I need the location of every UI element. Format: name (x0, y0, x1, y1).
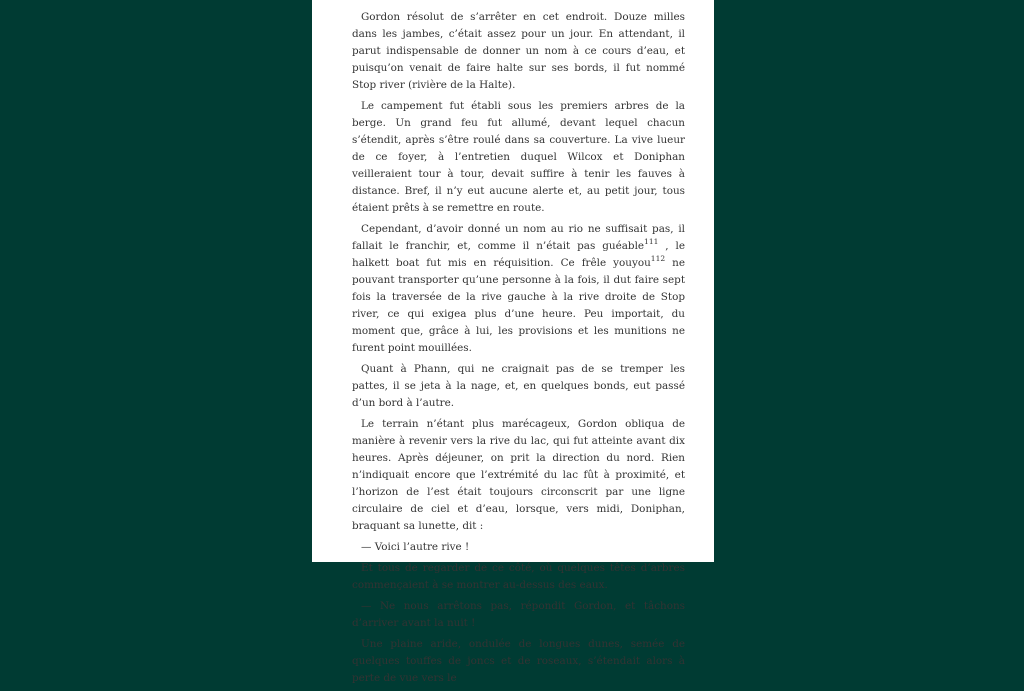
footnote-marker[interactable]: 112 (650, 254, 666, 263)
paragraph-text: ne pouvant transporter qu’une personne à la fois, il dut faire sept fois la traversée de la rive gauche à la rive droite de Stop river, ce qui exigea plus d’une heure. Peu importait, du moment que, grâce à lui, les provisions et les munitions ne furent point mouillées. (352, 257, 685, 354)
paragraph (352, 560, 685, 594)
paragraph (352, 9, 685, 94)
paragraph-text: Cependant, d’avoir donné un nom au rio ne suffisait pas, il fallait le franchir, et, comme il n’était pas guéable (352, 223, 685, 252)
paragraph (352, 598, 685, 632)
paragraph (352, 221, 685, 357)
paragraph (352, 361, 685, 412)
paragraph (352, 636, 685, 687)
paragraph-text: Le campement fut établi sous les premiers arbres de la berge. Un grand feu fut allumé, devant lequel chacun s’étendit, après s’être roulé dans sa couverture. La vive lueur de ce foyer, à l’entretien duquel Wilcox et Doniphan veilleraient tour à tour, devait suffire à tenir les fauves à distance. Bref, il n’y eut aucune alerte et, au petit jour, tous étaient prêts à se remettre en route. (352, 100, 685, 214)
paragraph-text: Gordon résolut de s’arrêter en cet endroit. Douze milles dans les jambes, c’était assez pour un jour. En attendant, il parut indispensable de donner un nom à ce cours d’eau, et puisqu’on venait de faire halte sur ses bords, il fut nommé Stop river (rivière de la Halte). (352, 11, 685, 91)
book-page (312, 0, 714, 684)
paragraph-text: Quant à Phann, qui ne craignait pas de se tremper les pattes, il se jeta à la nage, et, en quelques bonds, eut passé d’un bord à l’autre. (352, 363, 685, 409)
paragraph-text: Et tous de regarder de ce côté, où quelques têtes d’arbres commençaient à se montrer au-dessus des eaux. (352, 562, 685, 591)
paragraph-text: Le terrain n’étant plus marécageux, Gordon obliqua de manière à revenir vers la rive du lac, qui fut atteinte avant dix heures. Après déjeuner, on prit la direction du nord. Rien n’indiquait encore que l’extrémité du lac fût à proximité, et l’horizon de l’est était toujours circonscrit par une ligne circulaire de ciel et d’eau, lorsque, vers midi, Doniphan, braquant sa lunette, dit : (352, 418, 685, 532)
page-text (352, 9, 685, 691)
paragraph-text: — Voici l’autre rive ! (361, 541, 470, 553)
footnote-marker[interactable]: 111 (644, 237, 659, 246)
paragraph-text: , le halkett boat fut mis en réquisition. Ce frêle youyou (352, 240, 685, 269)
paragraph (352, 539, 685, 556)
paragraph (352, 98, 685, 217)
paragraph-text: Une plaine aride, ondulée de longues dunes, semée de quelques touffes de joncs et de roseaux, s’étendait alors à perte de vue vers le (352, 638, 685, 684)
paragraph-text: — Ne nous arrêtons pas, répondit Gordon, et tâchons d’arriver avant la nuit ! (352, 600, 685, 629)
paragraph (352, 416, 685, 535)
